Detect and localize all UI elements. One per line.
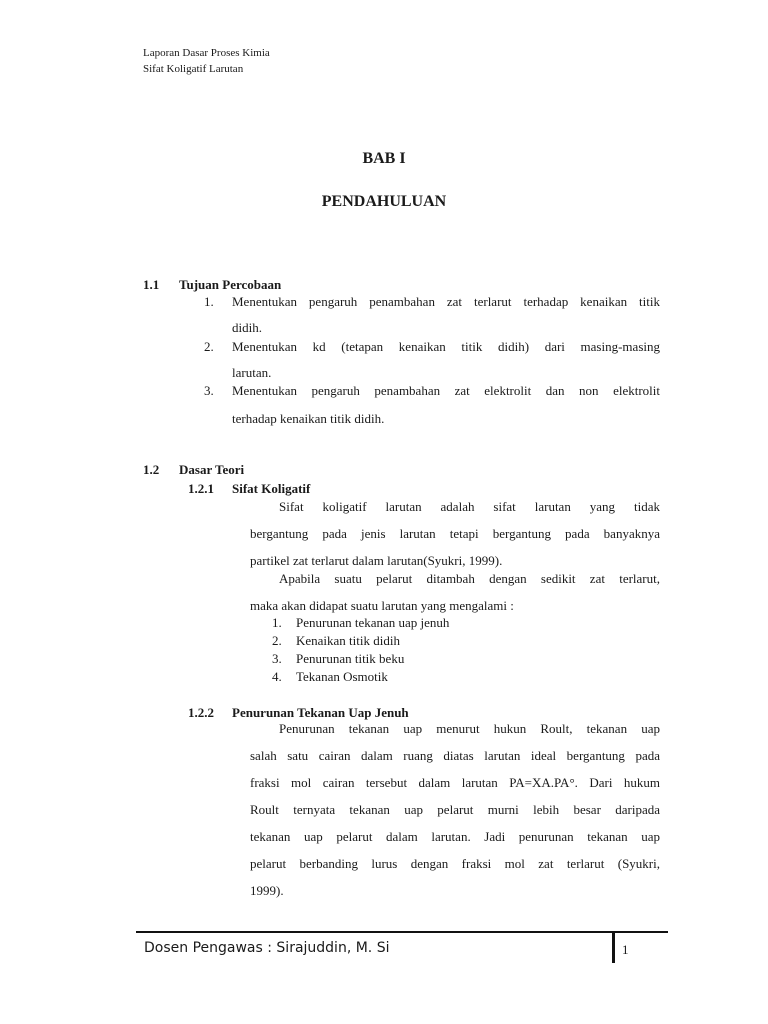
colligative-item-1-text: Penurunan tekanan uap jenuh: [296, 615, 450, 630]
chapter-title: PENDAHULUAN: [321, 193, 447, 210]
subsection-1-2-1-number: 1.2.1: [188, 481, 214, 496]
colligative-item-4-number: 4.: [272, 669, 282, 684]
objective-2-line2: larutan.: [232, 365, 272, 380]
koligatif-p2-line2: maka akan didapat suatu larutan yang mengalami :: [250, 598, 514, 613]
section-1-1-title: Tujuan Percobaan: [179, 277, 282, 292]
tekanan-uap-line3: fraksi mol cairan tersebut dalam larutan PA=XA.PA°. Dari hukum: [250, 775, 660, 790]
objective-3-line1: Menentukan pengaruh penambahan zat elektrolit dan non elektrolit: [232, 383, 660, 398]
footer-rule: [136, 931, 668, 933]
objective-1-number: 1.: [204, 294, 214, 309]
objective-3-line2: terhadap kenaikan titik didih.: [232, 411, 385, 426]
section-1-2-title: Dasar Teori: [179, 462, 245, 477]
subsection-1-2-1-title: Sifat Koligatif: [232, 481, 311, 496]
koligatif-p1-line1: Sifat koligatif larutan adalah sifat larutan yang tidak: [279, 499, 660, 514]
objective-2-line1: Menentukan kd (tetapan kenaikan titik didih) dari masing-masing: [232, 339, 660, 354]
objective-1-line2: didih.: [232, 320, 262, 335]
subsection-1-2-2-number: 1.2.2: [188, 705, 214, 720]
subsection-1-2-2-title: Penurunan Tekanan Uap Jenuh: [232, 705, 409, 720]
koligatif-p2-line1: Apabila suatu pelarut ditambah dengan sedikit zat terlarut,: [279, 571, 660, 586]
footer-supervisor: Dosen Pengawas : Sirajuddin, M. Si: [144, 940, 390, 956]
chapter-number: BAB I: [362, 150, 406, 167]
page-number-divider: [612, 933, 615, 963]
tekanan-uap-line2: salah satu cairan dalam ruang diatas larutan ideal bergantung pada: [250, 748, 660, 763]
objective-2-number: 2.: [204, 339, 214, 354]
tekanan-uap-line7: 1999).: [250, 883, 284, 898]
header-course: Laporan Dasar Proses Kimia: [143, 47, 270, 59]
header-topic: Sifat Koligatif Larutan: [143, 63, 244, 75]
tekanan-uap-line4: Roult ternyata tekanan uap pelarut murni lebih besar daripada: [250, 802, 660, 817]
colligative-item-2-number: 2.: [272, 633, 282, 648]
koligatif-p1-line3: partikel zat terlarut dalam larutan(Syukri, 1999).: [250, 553, 503, 568]
section-1-1-number: 1.1: [143, 277, 160, 292]
objective-1-line1: Menentukan pengaruh penambahan zat terlarut terhadap kenaikan titik: [232, 294, 660, 309]
tekanan-uap-line5: tekanan uap pelarut dalam larutan. Jadi penurunan tekanan uap: [250, 829, 660, 844]
tekanan-uap-line6: pelarut berbanding lurus dengan fraksi mol zat terlarut (Syukri,: [250, 856, 660, 871]
page-number: 1: [622, 942, 629, 957]
objective-3-number: 3.: [204, 383, 214, 398]
colligative-item-4-text: Tekanan Osmotik: [296, 669, 388, 684]
colligative-item-2-text: Kenaikan titik didih: [296, 633, 400, 648]
colligative-item-3-text: Penurunan titik beku: [296, 651, 405, 666]
tekanan-uap-line1: Penurunan tekanan uap menurut hukun Roult, tekanan uap: [279, 721, 660, 736]
koligatif-p1-line2: bergantung pada jenis larutan tetapi bergantung pada banyaknya: [250, 526, 660, 541]
colligative-item-1-number: 1.: [272, 615, 282, 630]
section-1-2-number: 1.2: [143, 462, 160, 477]
colligative-item-3-number: 3.: [272, 651, 282, 666]
